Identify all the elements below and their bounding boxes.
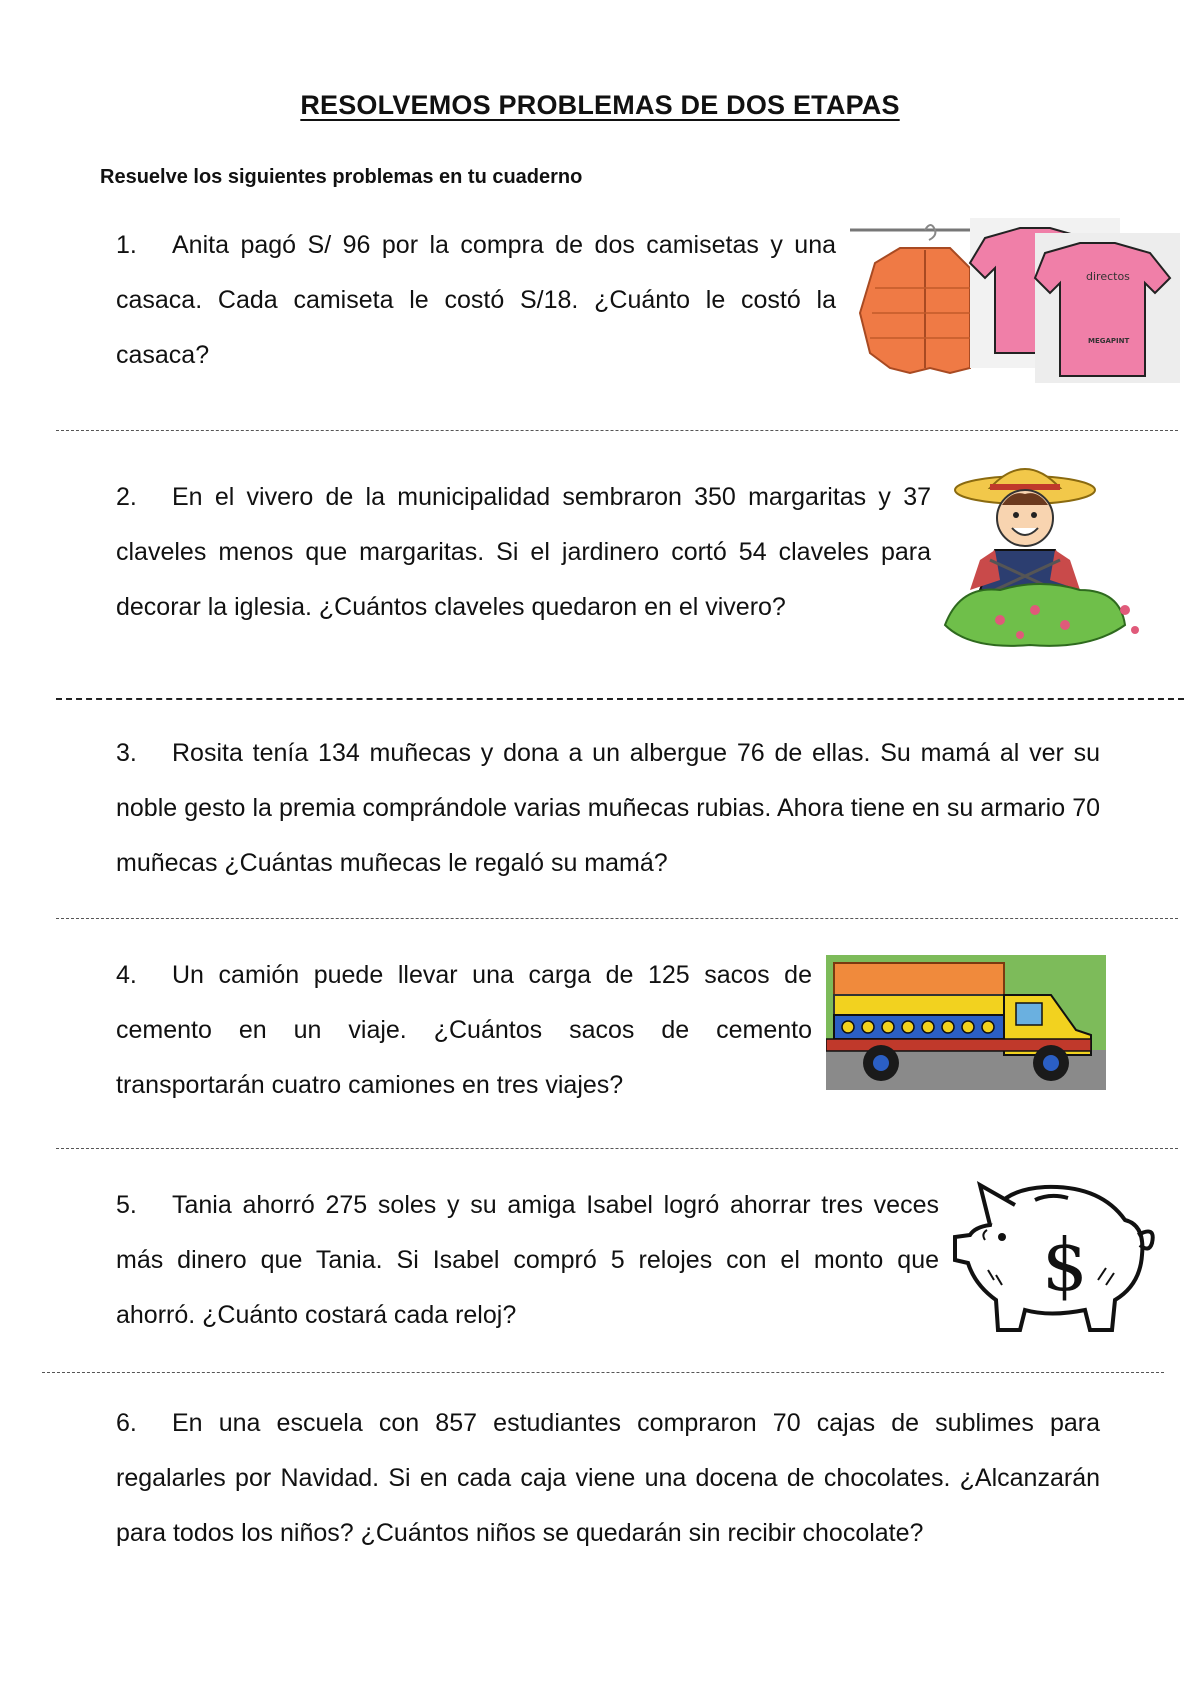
problem-number: 1. <box>116 231 137 259</box>
problem-1 <box>116 218 836 383</box>
separator-line <box>42 1372 1164 1373</box>
dollar-sign: $ <box>1042 1223 1088 1307</box>
separator-line <box>56 918 1178 919</box>
problem-6 <box>116 1396 1100 1561</box>
problem-number: 2. <box>116 483 137 511</box>
jacket-and-shirts-icon <box>850 218 1180 388</box>
jacket-shape <box>860 248 970 373</box>
instructions: Resuelve los siguientes problemas en tu cuaderno <box>100 166 583 188</box>
problem-4 <box>116 948 812 1113</box>
problem-text: En el vivero de la municipalidad sembraron 350 margaritas y 37 claveles menos que margaritas. Si el jardinero cortó 54 claveles para decorar la iglesia. ¿Cuántos claveles quedaron en el vivero? <box>116 483 931 621</box>
separator-line <box>56 698 1184 700</box>
problem-text: En una escuela con 857 estudiantes compraron 70 cajas de sublimes para regalarles por Navidad. Si en cada caja viene una docena de chocolates. ¿Alcanzarán para todos los niños? ¿Cuántos niños se quedarán sin recibir chocolate? <box>116 1409 1100 1547</box>
problem-text: Rosita tenía 134 muñecas y dona a un albergue 76 de ellas. Su mamá al ver su noble gesto la premia comprándole varias muñecas rubias. Ahora tiene en su armario 70 muñecas ¿Cuántas muñecas le regaló su mamá? <box>116 739 1100 877</box>
shirt-brand: directos <box>1086 270 1130 283</box>
shirt-sponsor: MEGAPINT <box>1088 337 1130 345</box>
problem-3 <box>116 726 1100 891</box>
separator-line <box>56 1148 1178 1149</box>
problem-number: 6. <box>116 1409 137 1437</box>
piggy-bank-icon <box>950 1165 1160 1345</box>
problem-text: Anita pagó S/ 96 por la compra de dos camisetas y una casaca. Cada camiseta le costó S/18. ¿Cuánto le costó la casaca? <box>116 231 836 369</box>
problem-2 <box>116 470 931 635</box>
problem-number: 3. <box>116 739 137 767</box>
problem-text: Tania ahorró 275 soles y su amiga Isabel logró ahorrar tres veces más dinero que Tania. Si Isabel compró 5 relojes con el monto que ahorró. ¿Cuánto costará cada reloj? <box>116 1191 939 1329</box>
problem-number: 5. <box>116 1191 137 1219</box>
truck-icon <box>826 955 1106 1090</box>
gardener-icon <box>940 450 1150 660</box>
problem-text: Un camión puede llevar una carga de 125 sacos de cemento en un viaje. ¿Cuántos sacos de cemento transportarán cuatro camiones en tres viajes? <box>116 961 812 1099</box>
problem-5 <box>116 1178 939 1343</box>
page-title: RESOLVEMOS PROBLEMAS DE DOS ETAPAS <box>300 90 900 120</box>
separator-line <box>56 430 1178 431</box>
problem-number: 4. <box>116 961 137 989</box>
